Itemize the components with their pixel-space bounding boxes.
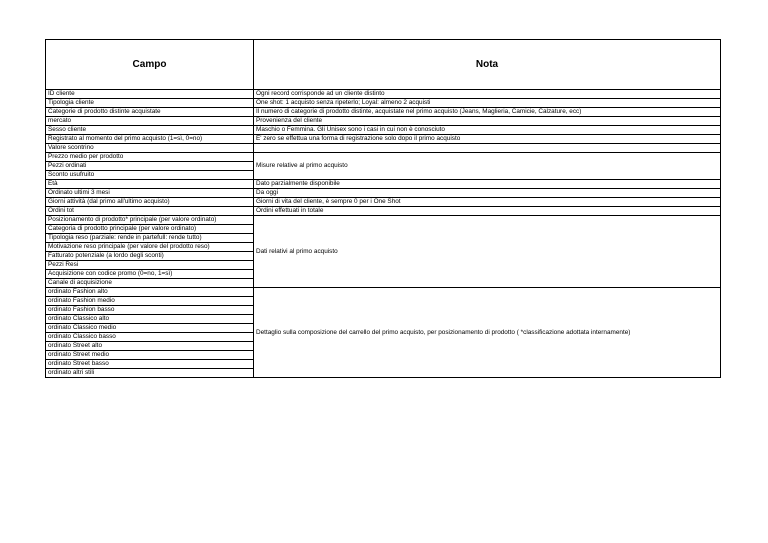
campo-cell: Fatturato potenziale (a lordo degli sconti) (46, 252, 254, 261)
table-row (46, 207, 721, 216)
header-nota: Nota (254, 40, 721, 90)
campo-cell: ordinato Fashion basso (46, 306, 254, 315)
campo-cell: Pezzi Resi (46, 261, 254, 270)
campo-cell: Sesso cliente (46, 126, 254, 135)
header-row (46, 40, 721, 90)
nota-cell: Provenienza del cliente (254, 117, 721, 126)
nota-merged-dettaglio: Dettaglio sulla composizione del carrello del primo acquisto, per posizionamento di prodotto ( *classificazione adottata internamente) (254, 288, 721, 378)
nota-cell: Maschio o Femmina. Gli Unisex sono i casi in cui non è conosciuto (254, 126, 721, 135)
nota-cell: One shot: 1 acquisto senza ripeterlo; Loyal: almeno 2 acquisti (254, 99, 721, 108)
campo-cell: ordinato Classico basso (46, 333, 254, 342)
campo-cell: ordinato Classico medio (46, 324, 254, 333)
campo-cell: Posizionamento di prodotto* principale (per valore ordinato) (46, 216, 254, 225)
table-row (46, 90, 721, 99)
table-row (46, 99, 721, 108)
table-row (46, 189, 721, 198)
campo-cell: Tipologia cliente (46, 99, 254, 108)
table-row (46, 198, 721, 207)
campo-cell: ordinato Street alto (46, 342, 254, 351)
table-row (46, 153, 721, 162)
table-row (46, 117, 721, 126)
nota-cell: Giorni di vita del cliente, è sempre 0 per i One Shot (254, 198, 721, 207)
campo-cell: Pezzi ordinati (46, 162, 254, 171)
campo-cell: Prezzo medio per prodotto (46, 153, 254, 162)
campo-cell: Età (46, 180, 254, 189)
campo-cell: Canale di acquisizione (46, 279, 254, 288)
nota-merged-misure: Misure relative al primo acquisto (254, 153, 721, 180)
nota-cell (254, 144, 721, 153)
nota-cell: Ogni record corrisponde ad un cliente distinto (254, 90, 721, 99)
table-row (46, 288, 721, 297)
campo-cell: ordinato Fashion medio (46, 297, 254, 306)
nota-merged-dati: Dati relativi al primo acquisto (254, 216, 721, 288)
campo-cell: Acquisizione con codice promo (0=no, 1=sì) (46, 270, 254, 279)
campo-cell: ordinato Classico alto (46, 315, 254, 324)
table-row (46, 216, 721, 225)
campo-cell: ordinato Street basso (46, 360, 254, 369)
header-campo: Campo (46, 40, 254, 90)
table-row (46, 108, 721, 117)
nota-cell: Da oggi (254, 189, 721, 198)
campo-cell: ordinato Fashion alto (46, 288, 254, 297)
campo-cell: Sconto usufruito (46, 171, 254, 180)
table-row (46, 135, 721, 144)
campo-cell: Ordinato ultimi 3 mesi (46, 189, 254, 198)
campo-cell: mercato (46, 117, 254, 126)
campo-cell: ordinato Street medio (46, 351, 254, 360)
table-row (46, 126, 721, 135)
campo-cell: ordinato altri stili (46, 369, 254, 378)
campo-cell: Valore scontrino (46, 144, 254, 153)
nota-cell: E' zero se effettua una forma di registrazione solo dopo il primo acquisto (254, 135, 721, 144)
nota-cell: Ordini effettuati in totale (254, 207, 721, 216)
table-row (46, 144, 721, 153)
campo-cell: Giorni attività (dal primo all'ultimo acquisto) (46, 198, 254, 207)
campo-cell: Registrato al momento del primo acquisto (1=sì, 0=no) (46, 135, 254, 144)
table-row (46, 180, 721, 189)
campo-cell: Ordini tot (46, 207, 254, 216)
fields-table (45, 39, 721, 378)
nota-cell: Dato parzialmente disponibile (254, 180, 721, 189)
campo-cell: Categoria di prodotto principale (per valore ordinato) (46, 225, 254, 234)
campo-cell: Tipologia reso (parziale: rende in partefull: rende tutto) (46, 234, 254, 243)
campo-cell: Categorie di prodotto distinte acquistate (46, 108, 254, 117)
campo-cell: ID cliente (46, 90, 254, 99)
campo-cell: Motivazione reso principale (per valore del prodotto reso) (46, 243, 254, 252)
nota-cell: Il numero di categorie di prodotto distinte, acquistate nel primo acquisto (Jeans, Maglieria, Camicie, Calzature, ecc) (254, 108, 721, 117)
